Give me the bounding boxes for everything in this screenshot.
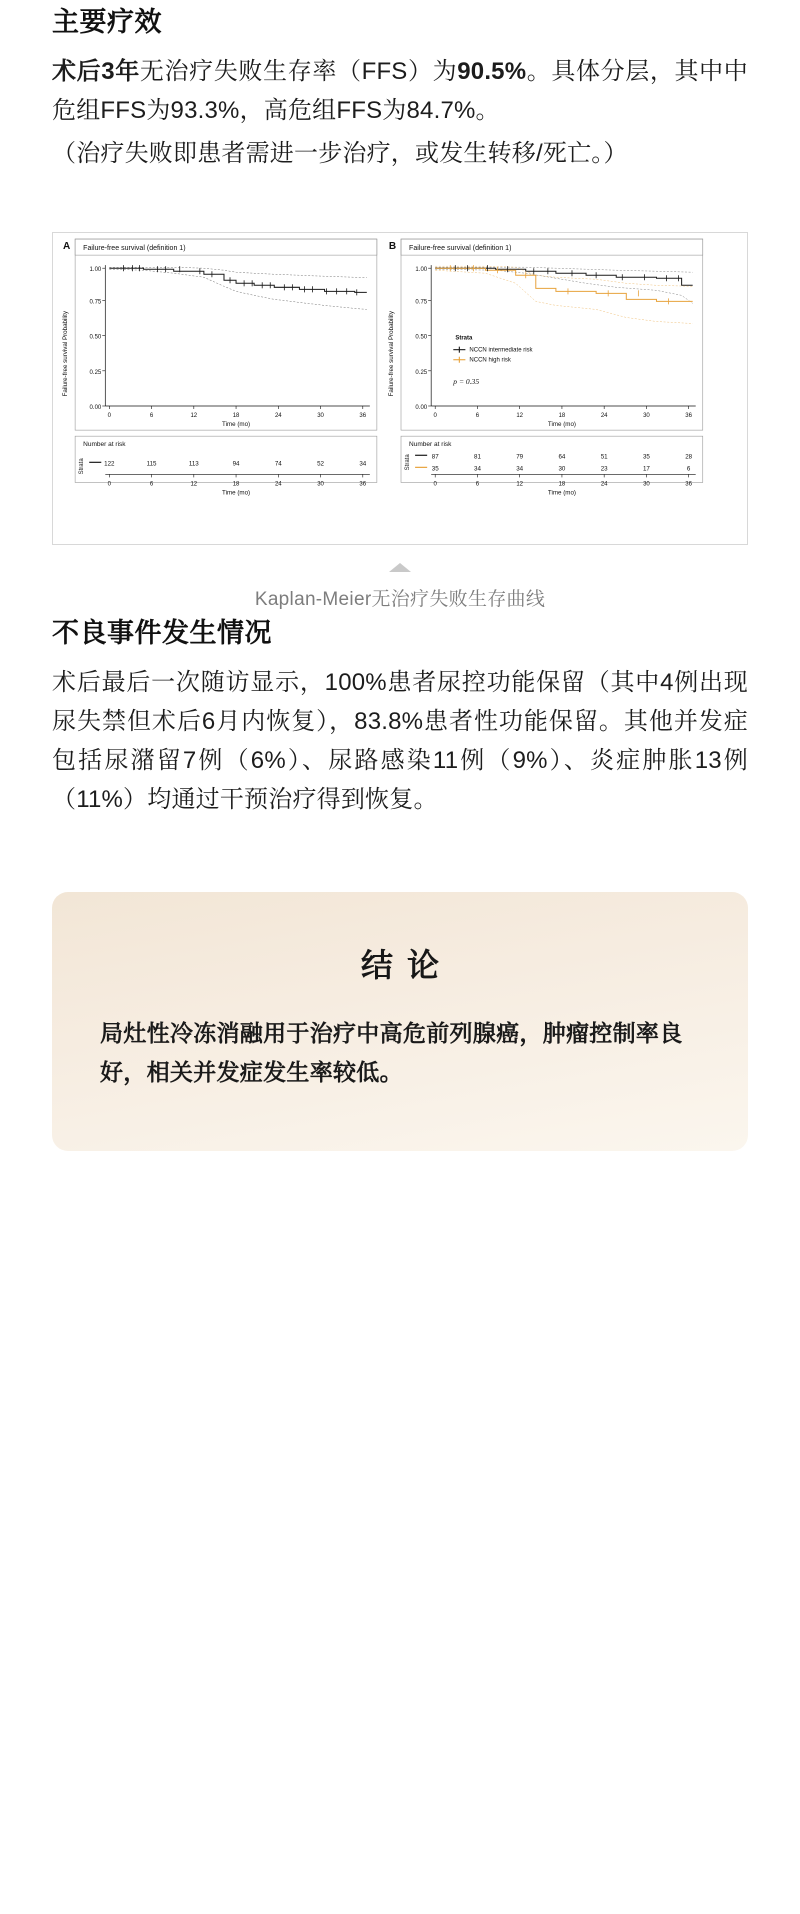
- svg-text:6: 6: [686, 464, 691, 472]
- svg-text:24: 24: [274, 412, 282, 419]
- svg-text:Failure-free survival Probabil: Failure-free survival Probability: [387, 310, 395, 397]
- svg-text:12: 12: [516, 481, 524, 488]
- svg-text:0.00: 0.00: [415, 404, 428, 411]
- conclusion-title: 结论: [360, 946, 453, 983]
- svg-text:NCCN intermediate risk: NCCN intermediate risk: [469, 347, 533, 354]
- conclusion-card: [52, 892, 748, 1151]
- svg-text:6: 6: [149, 412, 154, 419]
- svg-text:0.25: 0.25: [89, 369, 102, 376]
- svg-text:Number at risk: Number at risk: [409, 440, 452, 448]
- svg-text:B: B: [388, 240, 397, 252]
- svg-text:Time (mo): Time (mo): [222, 489, 251, 497]
- collapse-caret-icon[interactable]: [389, 563, 411, 572]
- kaplan-meier-chart: [53, 233, 747, 545]
- svg-text:34: 34: [516, 464, 524, 472]
- svg-text:24: 24: [600, 412, 608, 419]
- svg-text:35: 35: [642, 452, 650, 460]
- svg-text:18: 18: [232, 412, 240, 419]
- svg-text:Failure-free survival (definit: Failure-free survival (definition 1): [83, 244, 186, 252]
- svg-text:Number at risk: Number at risk: [83, 440, 126, 448]
- svg-text:79: 79: [516, 452, 524, 460]
- efficacy-text-2: 。具体分层，其中中危组FFS为93.3%，高危组FFS为84.7%。: [52, 58, 748, 124]
- svg-text:87: 87: [431, 452, 439, 460]
- svg-text:34: 34: [359, 459, 367, 467]
- efficacy-paragraph-2: （治疗失败即患者需进一步治疗，或发生转移/死亡。）: [52, 139, 628, 167]
- svg-text:81: 81: [473, 452, 481, 460]
- svg-text:17: 17: [642, 464, 650, 472]
- svg-text:115: 115: [146, 459, 157, 467]
- svg-text:0: 0: [107, 481, 112, 488]
- svg-text:0: 0: [433, 412, 437, 419]
- section-title-adverse-events: 不良事件发生情况: [52, 618, 272, 649]
- svg-text:94: 94: [232, 459, 240, 467]
- svg-text:36: 36: [685, 481, 693, 488]
- svg-text:24: 24: [600, 481, 608, 488]
- svg-text:12: 12: [516, 412, 524, 419]
- svg-text:6: 6: [475, 412, 480, 419]
- svg-text:34: 34: [473, 464, 481, 472]
- svg-text:30: 30: [643, 481, 650, 488]
- svg-text:0: 0: [433, 481, 437, 488]
- svg-text:Time (mo): Time (mo): [222, 420, 251, 428]
- efficacy-text-bold-1: 术后3年: [52, 58, 140, 85]
- figure-kaplan-meier: [52, 232, 748, 612]
- svg-text:64: 64: [558, 452, 566, 460]
- svg-text:18: 18: [558, 412, 566, 419]
- svg-text:A: A: [63, 240, 71, 252]
- svg-text:0.25: 0.25: [415, 369, 428, 376]
- svg-text:36: 36: [685, 412, 693, 419]
- svg-text:0.75: 0.75: [89, 299, 102, 306]
- svg-text:28: 28: [685, 452, 693, 460]
- svg-text:1.00: 1.00: [89, 266, 102, 273]
- svg-text:Failure-free survival Probabil: Failure-free survival Probability: [62, 310, 70, 397]
- figure-image-box: [52, 232, 748, 546]
- svg-text:24: 24: [274, 481, 282, 488]
- svg-text:Time (mo): Time (mo): [547, 420, 576, 428]
- section-title-efficacy: 主要疗效: [52, 7, 162, 37]
- adverse-paragraph-1: 术后最后一次随访显示，100%患者尿控功能保留（其中4例出现尿失禁但术后6月内恢复），83.8%患者性功能保留。其他并发症包括尿潴留7例（6%）、尿路感染11例（9%）、炎症肿胀13例（11%）均通过干预治疗得到恢复。: [52, 669, 748, 814]
- svg-text:6: 6: [149, 481, 154, 488]
- efficacy-text-bold-2: 90.5%: [457, 58, 527, 85]
- svg-text:52: 52: [317, 459, 325, 467]
- svg-text:30: 30: [643, 412, 650, 419]
- conclusion-text: 局灶性冷冻消融用于治疗中高危前列腺癌，肿瘤控制率良好，相关并发症发生率较低。: [100, 1019, 683, 1086]
- svg-text:74: 74: [274, 459, 282, 467]
- svg-text:35: 35: [431, 464, 439, 472]
- svg-text:p = 0.35: p = 0.35: [453, 376, 480, 386]
- svg-text:Strata: Strata: [79, 457, 86, 475]
- figure-caption: Kaplan-Meier无治疗失败生存曲线: [254, 589, 546, 611]
- svg-text:30: 30: [558, 464, 566, 472]
- svg-text:0.50: 0.50: [415, 334, 428, 341]
- svg-text:NCCN high risk: NCCN high risk: [469, 357, 511, 364]
- efficacy-text-1: 无治疗失败生存率（FFS）为: [139, 58, 458, 85]
- svg-text:6: 6: [475, 481, 480, 488]
- svg-text:12: 12: [190, 481, 198, 488]
- svg-text:Strata: Strata: [455, 335, 473, 342]
- svg-text:0: 0: [107, 412, 112, 419]
- svg-text:36: 36: [359, 481, 367, 488]
- svg-text:Failure-free survival (definit: Failure-free survival (definition 1): [409, 244, 512, 252]
- svg-text:23: 23: [600, 464, 608, 472]
- svg-text:36: 36: [359, 412, 367, 419]
- svg-text:0.00: 0.00: [89, 404, 102, 411]
- svg-text:18: 18: [232, 481, 240, 488]
- svg-text:122: 122: [104, 459, 115, 467]
- svg-text:0.50: 0.50: [89, 334, 102, 341]
- svg-text:12: 12: [190, 412, 198, 419]
- svg-text:113: 113: [188, 459, 199, 467]
- svg-text:51: 51: [600, 452, 608, 460]
- svg-text:1.00: 1.00: [415, 266, 428, 273]
- svg-text:Strata: Strata: [405, 453, 412, 470]
- svg-text:30: 30: [317, 412, 324, 419]
- efficacy-paragraph-1: [52, 53, 748, 131]
- svg-text:0.75: 0.75: [415, 299, 428, 306]
- svg-text:30: 30: [317, 481, 324, 488]
- svg-text:18: 18: [558, 481, 566, 488]
- svg-text:Time (mo): Time (mo): [547, 489, 576, 497]
